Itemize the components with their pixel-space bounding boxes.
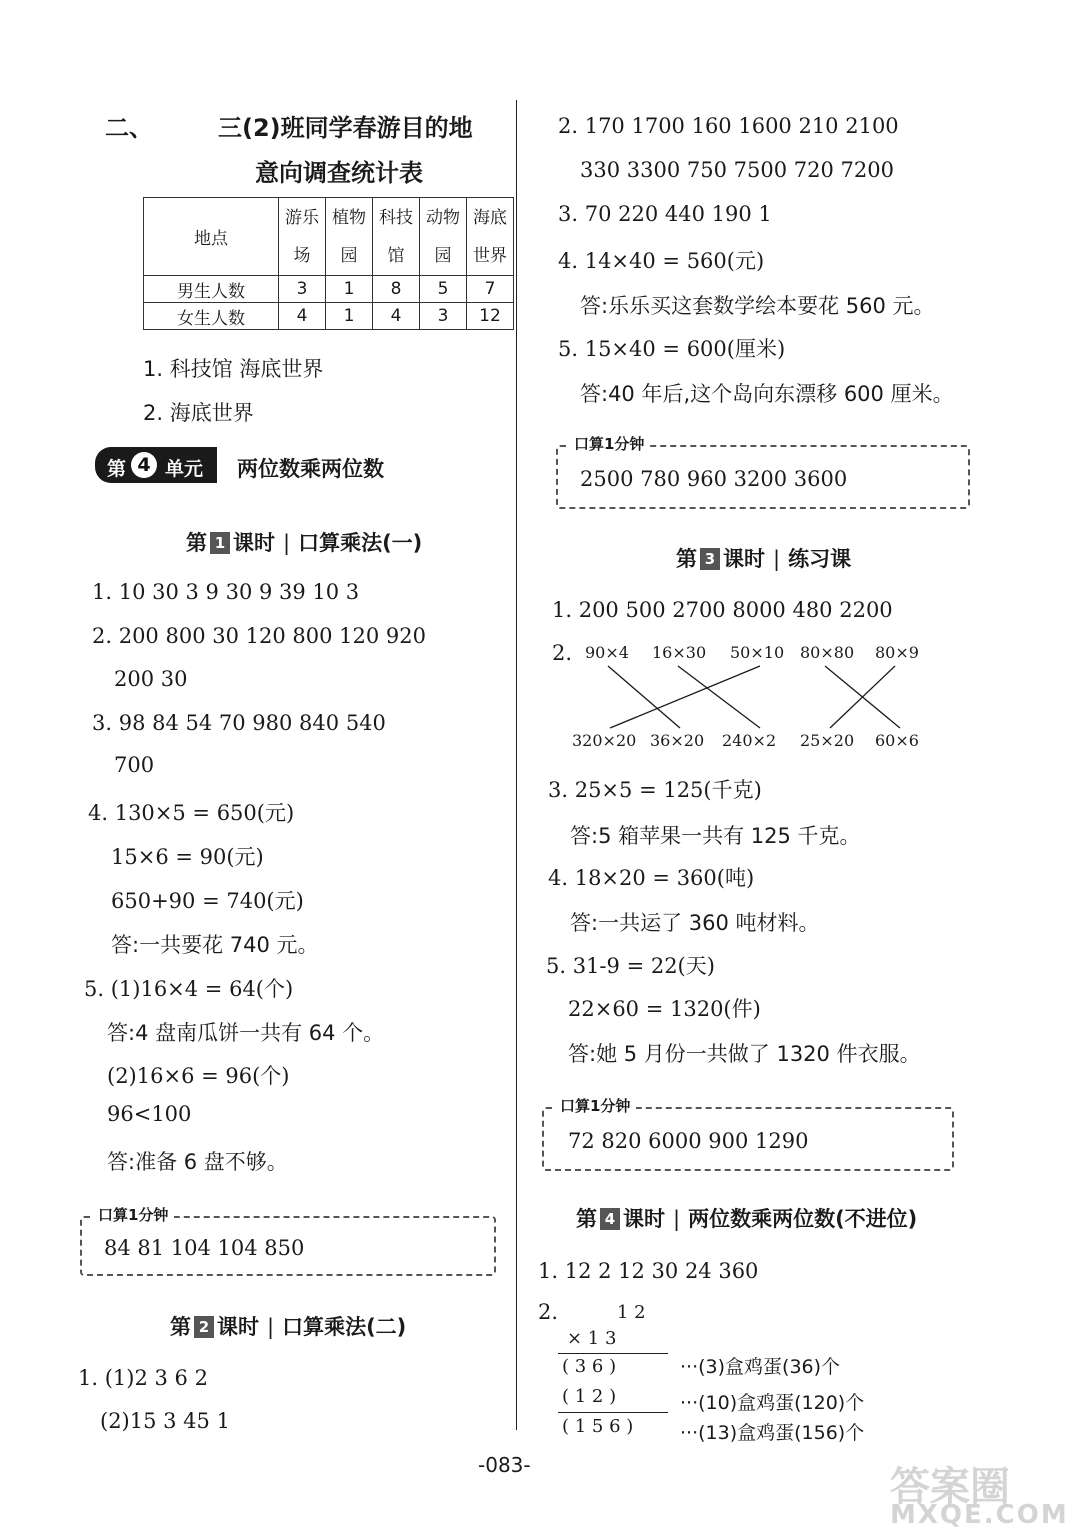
table-cell: 7 [467, 276, 514, 303]
answer-line: 650+90 = 740(元) [111, 889, 304, 913]
answer-line: 2. 海底世界 [143, 401, 254, 425]
answer-line: 15×6 = 90(元) [111, 845, 264, 869]
oral-calc-box [542, 1097, 954, 1171]
matching-diagram [560, 636, 940, 756]
lesson-suffix: 课时 [233, 531, 275, 555]
match-top-3: 50×10 [730, 643, 785, 662]
answer-line: 96<100 [107, 1102, 192, 1126]
oral-calc-box [80, 1206, 496, 1276]
answer-line: (2)16×6 = 96(个) [107, 1064, 290, 1088]
unit-badge-suffix: 单元 [165, 458, 204, 480]
section-number: 二、 [105, 114, 153, 142]
answer-line: 2. 170 1700 160 1600 210 2100 [558, 114, 899, 138]
lesson-number: 3 [700, 548, 720, 570]
lesson-prefix: 第 [170, 1315, 191, 1339]
lesson-1-heading: 第 1 课时 | 口算乘法(一) [186, 531, 423, 555]
lesson-suffix: 课时 [723, 547, 765, 571]
column-divider [516, 100, 517, 1430]
match-bottom-5: 60×6 [875, 731, 919, 750]
lesson-number: 4 [600, 1208, 620, 1230]
table-cell: 4 [279, 303, 326, 330]
question-number: 2. [538, 1300, 559, 1324]
watermark-url: MXQE.COM [890, 1500, 1069, 1530]
lesson-number: 1 [210, 532, 230, 554]
lesson-prefix: 第 [576, 1207, 597, 1231]
match-top-4: 80×80 [800, 643, 855, 662]
calc-rule [558, 1353, 668, 1354]
answer-line: 1. 200 500 2700 8000 480 2200 [552, 598, 893, 622]
answer-line: 答:乐乐买这套数学绘本要花 560 元。 [580, 294, 935, 318]
lesson-suffix: 课时 [623, 1207, 665, 1231]
lesson-prefix: 第 [186, 531, 207, 555]
answer-line: 700 [114, 753, 155, 777]
vertical-calc-row3: ( 1 5 6 ) [562, 1416, 634, 1437]
match-line [608, 666, 680, 728]
match-bottom-3: 240×2 [722, 731, 777, 750]
match-bottom-4: 25×20 [800, 731, 855, 750]
vertical-calc-row2: ( 1 2 ) [562, 1386, 617, 1407]
answer-line: 22×60 = 1320(件) [568, 997, 761, 1021]
table-cell: 3 [420, 303, 467, 330]
answer-line: 3. 70 220 440 190 1 [558, 202, 772, 226]
unit-number: 4 [131, 452, 157, 478]
oral-calc-values: 84 81 104 104 850 [104, 1236, 305, 1260]
vertical-calc-line1: 1 2 [617, 1302, 646, 1323]
header-ocean-world: 海底 世界 [467, 198, 514, 276]
answer-line: 答:4 盘南瓜饼一共有 64 个。 [107, 1021, 385, 1045]
question-number: 2. [552, 641, 573, 665]
lesson-2-heading: 第 2 课时 | 口算乘法(二) [170, 1315, 407, 1339]
answer-line: 330 3300 750 7500 720 7200 [580, 158, 894, 182]
oral-calc-values: 2500 780 960 3200 3600 [580, 467, 848, 491]
match-bottom-2: 36×20 [650, 731, 705, 750]
match-top-1: 90×4 [585, 643, 629, 662]
header-science-museum: 科技 馆 [373, 198, 420, 276]
answer-line: 5. 31-9 = 22(天) [546, 954, 715, 978]
match-line [678, 666, 760, 728]
answer-line: 答:一共运了 360 吨材料。 [570, 911, 820, 935]
header-amusement-park: 游乐 场 [279, 198, 326, 276]
lesson-title: 口算乘法(一) [298, 531, 423, 555]
answer-line: 5. (1)16×4 = 64(个) [84, 977, 294, 1001]
lesson-number: 2 [194, 1316, 214, 1338]
unit-badge [95, 447, 217, 483]
survey-table [143, 197, 514, 330]
unit-badge-prefix: 第 [107, 458, 127, 480]
table-cell: 1 [326, 303, 373, 330]
header-botanical-garden: 植物 园 [326, 198, 373, 276]
lesson-title: 练习课 [788, 547, 852, 571]
answer-line: 答:准备 6 盘不够。 [107, 1150, 288, 1174]
oral-calc-values: 72 820 6000 900 1290 [568, 1129, 809, 1153]
page-number: -083- [478, 1453, 531, 1477]
row-label: 男生人数 [144, 276, 279, 303]
match-top-2: 16×30 [652, 643, 707, 662]
lesson-3-heading: 第 3 课时 | 练习课 [676, 547, 852, 571]
answer-line: 答:她 5 月份一共做了 1320 件衣服。 [568, 1042, 921, 1066]
answer-line: 答:5 箱苹果一共有 125 千克。 [570, 824, 861, 848]
row-label: 女生人数 [144, 303, 279, 330]
table-row [144, 276, 514, 303]
unit-title: 两位数乘两位数 [237, 457, 384, 481]
match-bottom-1: 320×20 [572, 731, 637, 750]
table-title-line1: 三(2)班同学春游目的地 [218, 114, 473, 142]
vertical-calc-line2: × 1 3 [567, 1328, 617, 1349]
table-title-line2: 意向调查统计表 [255, 159, 423, 187]
table-cell: 4 [373, 303, 420, 330]
answer-line: (2)15 3 45 1 [100, 1409, 230, 1433]
table-cell: 3 [279, 276, 326, 303]
answer-line: 1. (1)2 3 6 2 [78, 1366, 208, 1390]
answer-line: 5. 15×40 = 600(厘米) [558, 337, 786, 361]
oral-calc-tag: 口算1分钟 [92, 1204, 174, 1225]
answer-line: 1. 科技馆 海底世界 [143, 357, 324, 381]
table-cell: 12 [467, 303, 514, 330]
answer-line: 4. 130×5 = 650(元) [88, 801, 295, 825]
table-cell: 8 [373, 276, 420, 303]
answer-line: 3. 25×5 = 125(千克) [548, 778, 762, 802]
lesson-4-heading: 第 4 课时 | 两位数乘两位数(不进位) [576, 1207, 918, 1231]
lesson-title: 口算乘法(二) [282, 1315, 407, 1339]
calc-note: ···(3)盒鸡蛋(36)个 [680, 1356, 841, 1378]
header-zoo: 动物 园 [420, 198, 467, 276]
table-cell: 1 [326, 276, 373, 303]
match-line [610, 666, 760, 728]
answer-line: 200 30 [114, 667, 188, 691]
match-top-5: 80×9 [875, 643, 919, 662]
oral-calc-tag: 口算1分钟 [568, 433, 650, 454]
oral-calc-tag: 口算1分钟 [554, 1095, 636, 1116]
match-line [830, 666, 895, 728]
watermark-logo: 答案圈 [890, 1464, 1010, 1510]
calc-rule [558, 1412, 668, 1413]
answer-line: 2. 200 800 30 120 800 120 920 [92, 624, 426, 648]
answer-line: 1. 12 2 12 30 24 360 [538, 1259, 759, 1283]
table-cell: 5 [420, 276, 467, 303]
lesson-title: 两位数乘两位数(不进位) [688, 1207, 918, 1231]
answer-line: 4. 14×40 = 560(元) [558, 249, 765, 273]
lesson-suffix: 课时 [217, 1315, 259, 1339]
vertical-calc-row1: ( 3 6 ) [562, 1356, 617, 1377]
table-row [144, 303, 514, 330]
oral-calc-box [556, 435, 970, 509]
answer-line: 答:一共要花 740 元。 [111, 933, 319, 957]
answer-line: 答:40 年后,这个岛向东漂移 600 厘米。 [580, 382, 954, 406]
answer-line: 4. 18×20 = 360(吨) [548, 866, 755, 890]
lesson-prefix: 第 [676, 547, 697, 571]
calc-note: ···(13)盒鸡蛋(156)个 [680, 1422, 865, 1444]
table-corner: 地点 [144, 198, 279, 276]
calc-note: ···(10)盒鸡蛋(120)个 [680, 1392, 865, 1414]
answer-line: 3. 98 84 54 70 980 840 540 [92, 711, 386, 735]
answer-line: 1. 10 30 3 9 30 9 39 10 3 [92, 580, 360, 604]
